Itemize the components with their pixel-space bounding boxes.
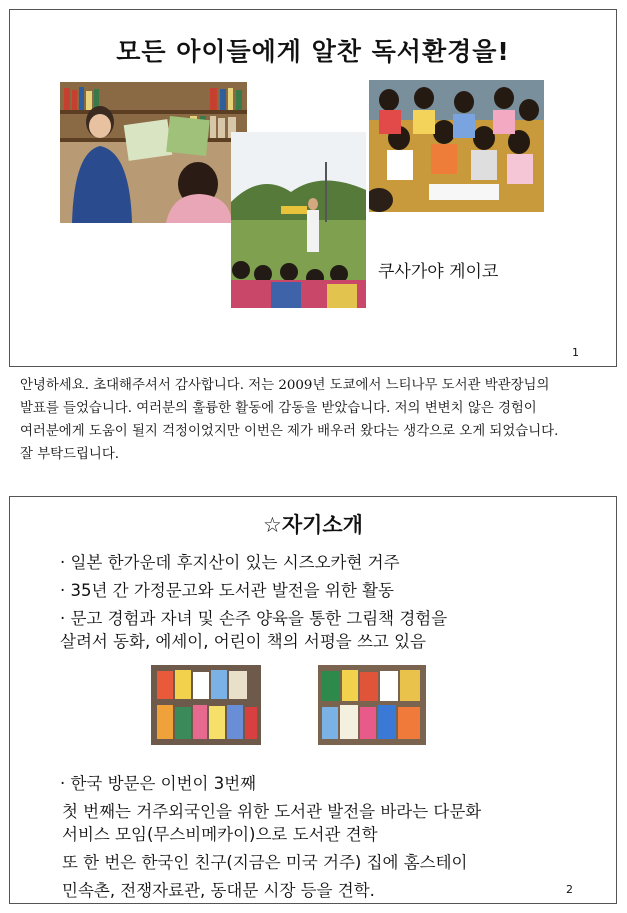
notes-line: 여러분에게 도움이 될지 걱정이었지만 이번은 제가 배우러 왔다는 생각으로 오게 되었습니다.	[20, 424, 559, 439]
notes-line: 발표를 들었습니다. 여러분의 훌륭한 활동에 감동을 받았습니다. 저의 변변치 않은 경험이	[20, 401, 537, 416]
visit-line: · 한국 방문은 이번이 3번째	[60, 774, 257, 793]
outdoor-reading-photo-icon	[231, 132, 366, 308]
children-group-photo-icon	[369, 80, 544, 212]
author-name: 쿠사가야 게이코	[378, 262, 499, 282]
visit-line: 첫 번째는 거주외국인을 위한 도서관 발전을 바라는 다문화	[62, 802, 482, 821]
books-photo-icon	[151, 665, 261, 745]
visit-line: 서비스 모임(무스비메카이)으로 도서관 견학	[62, 825, 378, 844]
books-photo-icon	[318, 665, 426, 745]
storytelling-photo-icon	[60, 82, 247, 223]
bullet-item: · 35년 간 가정문고와 도서관 발전을 위한 활동	[60, 581, 394, 600]
visit-line: 민속촌, 전쟁자료관, 동대문 시장 등을 견학.	[62, 881, 375, 900]
slide-1	[9, 9, 617, 367]
page-number: 1	[572, 346, 579, 359]
slide-2-title: ☆자기소개	[263, 513, 363, 537]
notes-line: 잘 부탁드립니다.	[20, 447, 120, 462]
speaker-notes	[20, 374, 610, 466]
bullet-item: · 일본 한가운데 후지산이 있는 시즈오카현 거주	[60, 553, 400, 572]
bullet-item: 살려서 동화, 에세이, 어린이 책의 서평을 쓰고 있음	[60, 632, 426, 651]
slide-2	[9, 496, 617, 904]
page-number: 2	[566, 883, 573, 896]
slide-1-title: 모든 아이들에게 알찬 독서환경을!	[116, 37, 510, 66]
visit-line: 또 한 번은 한국인 친구(지금은 미국 거주) 집에 홈스테이	[62, 853, 468, 872]
bullet-item: · 문고 경험과 자녀 및 손주 양육을 통한 그림책 경험을	[60, 609, 448, 628]
notes-line: 안녕하세요. 초대해주셔서 감사합니다. 저는 2009년 도쿄에서 느티나무 도서관 박관장님의	[20, 378, 550, 393]
